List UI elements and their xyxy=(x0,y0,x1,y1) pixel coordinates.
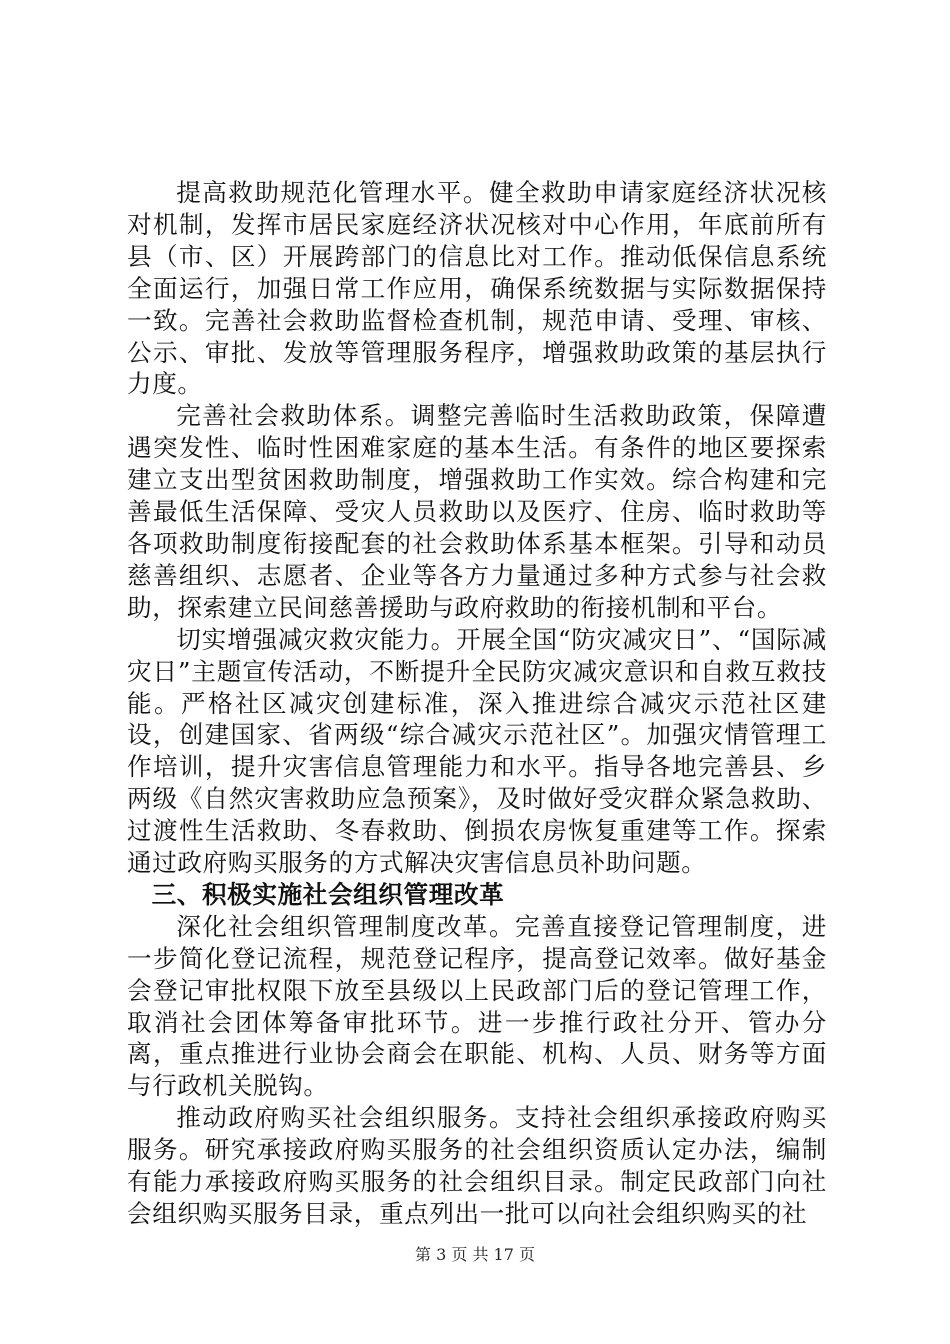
section-heading: 三、积极实施社会组织管理改革 xyxy=(151,879,505,909)
paragraph-government-purchase: 推动政府购买社会组织服务。支持社会组织承接政府购买服务。研究承接政府购买服务的社会组织资质认定办法，编制有能力承接政府购买服务的社会组织目录。制定民政部门向社会组织购买服务目录，重点列出一批可以向社会组织购买的社 xyxy=(127,1103,827,1228)
paragraph-rescue-system: 完善社会救助体系。调整完善临时生活救助政策，保障遭遇突发性、临时性困难家庭的基本生活。有条件的地区要探索建立支出型贫困救助制度，增强救助工作实效。综合构建和完善最低生活保障、受灾人员救助以及医疗、住房、临时救助等各项救助制度衔接配套的社会救助体系基本框架。引导和动员慈善组织、志愿者、企业等各方力量通过多种方式参与社会救助，探索建立民间慈善援助与政府救助的衔接机制和平台。 xyxy=(127,401,827,622)
page-number-footer: 第 3 页 共 17 页 xyxy=(415,1245,535,1264)
paragraph-organization-reform: 深化社会组织管理制度改革。完善直接登记管理制度，进一步简化登记流程，规范登记程序，提高登记效率。做好基金会登记审批权限下放至县级以上民政部门后的登记管理工作，取消社会团体筹备审批环节。进一步推行政社分开、管办分离，重点推进行业协会商会在职能、机构、人员、财务等方面与行政机关脱钩。 xyxy=(127,911,827,1101)
paragraph-rescue-standardization: 提高救助规范化管理水平。健全救助申请家庭经济状况核对机制，发挥市居民家庭经济状况核对中心作用，年底前所有县（市、区）开展跨部门的信息比对工作。推动低保信息系统全面运行，加强日常工作应用，确保系统数据与实际数据保持一致。完善社会救助监督检查机制，规范申请、受理、审核、公示、审批、发放等管理服务程序，增强救助政策的基层执行力度。 xyxy=(127,178,827,399)
paragraph-disaster-relief: 切实增强减灾救灾能力。开展全国“防灾减灾日”、“国际减灾日”主题宣传活动，不断提升全民防灾减灾意识和自救互救技能。严格社区减灾创建标准，深入推进综合减灾示范社区建设，创建国家、省两级“综合减灾示范社区”。加强灾情管理工作培训，提升灾害信息管理能力和水平。指导各地完善县、乡两级《自然灾害救助应急预案》，及时做好受灾群众紧急救助、过渡性生活救助、冬春救助、倒损农房恢复重建等工作。探索通过政府购买服务的方式解决灾害信息员补助问题。 xyxy=(127,624,827,878)
document-body xyxy=(127,177,827,1230)
